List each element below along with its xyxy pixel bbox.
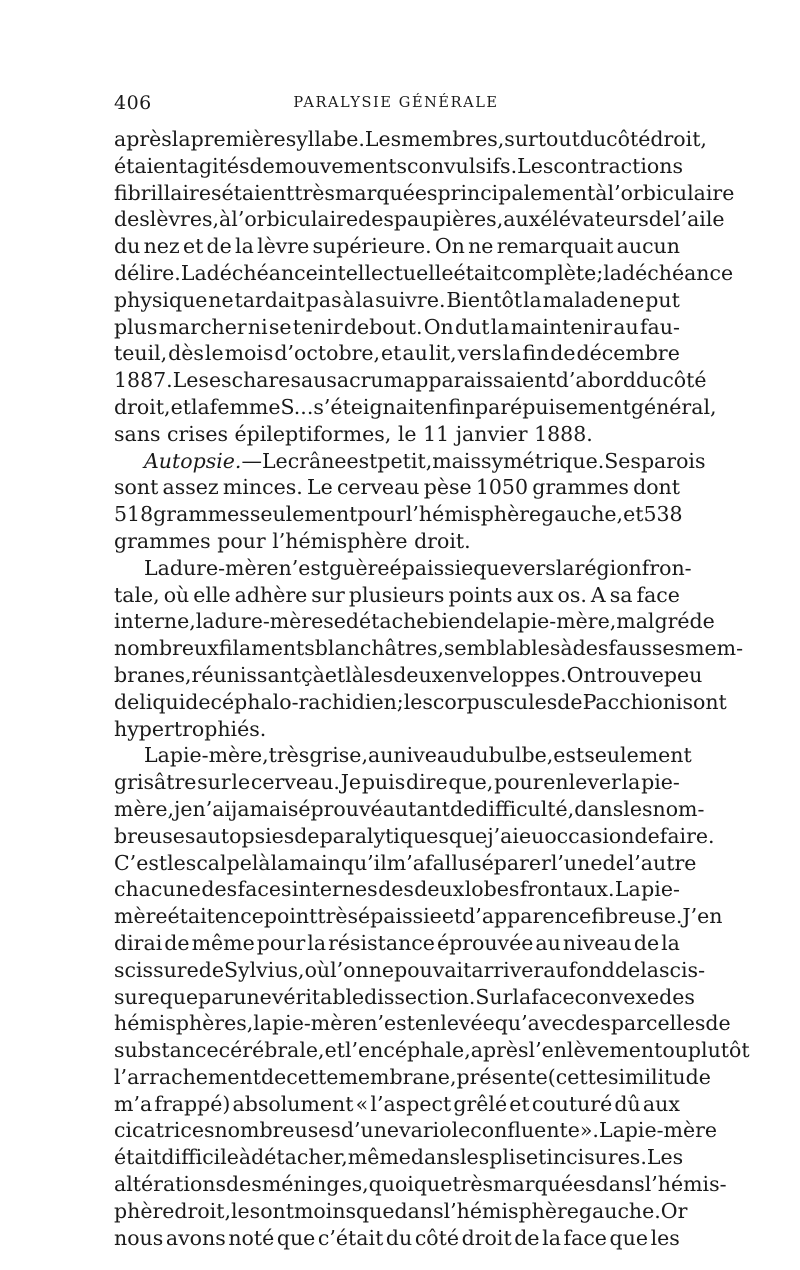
text-line: sure que par une véritable dissection. Sur la face convexe des bbox=[114, 984, 695, 1009]
text-line: La dure-mère n’est guère épaissie que vers la région fron- bbox=[144, 555, 692, 580]
text-line: hypertrophiés. bbox=[114, 716, 267, 741]
page-number: 406 bbox=[114, 92, 152, 114]
body-text bbox=[114, 126, 750, 1251]
text-line: mère, je n’ai jamais éprouvé autant de difficulté, dans les nom- bbox=[114, 796, 705, 821]
text-line: était difficile à détacher, même dans les plis et incisures. Les bbox=[114, 1145, 684, 1170]
text-line: teuil, dès le mois d’octobre, et au lit, vers la fin de décembre bbox=[114, 341, 680, 366]
text-line: de liquide céphalo-rachidien ; les corpuscules de Pacchioni sont bbox=[114, 689, 727, 714]
text-line: sans crises épileptiformes, le 11 janvier 1888. bbox=[114, 421, 593, 446]
text-line: plus marcher ni se tenir debout. On dut la maintenir au fau- bbox=[114, 314, 680, 339]
text-line: breuses autopsies de paralytiques que j’ai eu occasion de faire. bbox=[114, 823, 715, 848]
text-line: délire. La déchéance intellectuelle était complète ; la déchéance bbox=[114, 260, 734, 285]
text-line: 1887. Les eschares au sacrum apparaissaient d’abord du côté bbox=[114, 368, 707, 393]
text-line: après la première syllabe. Les membres, surtout du côté droit, bbox=[114, 127, 707, 151]
text-line: substance cérébrale, et l’encéphale, après l’enlèvement ou plutôt bbox=[114, 1038, 750, 1063]
text-line: hémisphères, la pie-mère n’est enlevée qu’avec des parcelles de bbox=[114, 1011, 731, 1036]
text-line: étaient agités de mouvements convulsifs. Les contractions bbox=[114, 153, 684, 178]
text-line: scissure de Sylvius, où l’on ne pouvait arriver au fond de la scis- bbox=[114, 957, 705, 982]
text-line: phère droit, le sont moins que dans l’hémisphère gauche. Or bbox=[114, 1198, 688, 1223]
text-line: altérations des méninges, quoique très marquées dans l’hémis- bbox=[114, 1172, 727, 1197]
text-line: chacune des faces internes des deux lobes frontaux. La pie- bbox=[114, 877, 680, 902]
text-line: La pie-mère, très grise, au niveau du bulbe, est seulement bbox=[144, 743, 692, 768]
text-line: dirai de même pour la résistance éprouvée au niveau de la bbox=[114, 930, 680, 955]
text-line: nombreux filaments blanchâtres, semblables à des fausses mem- bbox=[114, 636, 744, 661]
text-line: fibrillaires étaient très marquées principalement à l’orbiculaire bbox=[114, 180, 735, 205]
text-line: droit, et la femme S... s’éteignait enfin par épuisement général, bbox=[114, 394, 717, 419]
text-line: sont assez minces. Le cerveau pèse 1050 grammes dont bbox=[114, 475, 680, 500]
text-line: 518 grammes seulement pour l’hémisphère gauche, et 538 bbox=[114, 502, 683, 527]
text-line: tale, où elle adhère sur plusieurs points aux os. A sa face bbox=[114, 582, 680, 607]
text-line: Autopsie. — Le crâne est petit, mais symétrique. Ses parois bbox=[144, 448, 706, 473]
text-line: C’est le scalpel à la main qu’il m’a fallu séparer l’une de l’autre bbox=[114, 850, 697, 875]
text-line: m’a frappé) absolument « l’aspect grêlé et couturé dû aux bbox=[114, 1091, 680, 1116]
text-line: branes, réunissant çà et là les deux enveloppes. On trouve peu bbox=[114, 662, 703, 687]
text-line: l’arrachement de cette membrane, présente (cette similitude bbox=[114, 1064, 711, 1089]
text-line: grisâtre sur le cerveau. Je puis dire que, pour enlever la pie- bbox=[114, 770, 680, 795]
running-title: PARALYSIE GÉNÉRALE bbox=[293, 95, 499, 111]
text-line: nous avons noté que c’était du côté droit de la face que les bbox=[114, 1225, 680, 1250]
text-line: mère était en ce point très épaissie et d’apparence fibreuse. J’en bbox=[114, 904, 723, 929]
page-header bbox=[114, 92, 678, 118]
text-line: physique ne tardait pas à la suivre. Bientôt la malade ne put bbox=[114, 287, 680, 312]
text-line: grammes pour l’hémisphère droit. bbox=[114, 528, 471, 553]
text-line: du nez et de la lèvre supérieure. On ne remarquait aucun bbox=[114, 234, 680, 259]
text-line: des lèvres, à l’orbiculaire des paupières, aux élévateurs de l’aile bbox=[114, 207, 725, 232]
text-line: cicatrices nombreuses d’une variole confluente ». La pie-mère bbox=[114, 1118, 718, 1143]
text-line: interne, la dure-mère se détache bien de la pie-mère, malgré de bbox=[114, 609, 715, 634]
